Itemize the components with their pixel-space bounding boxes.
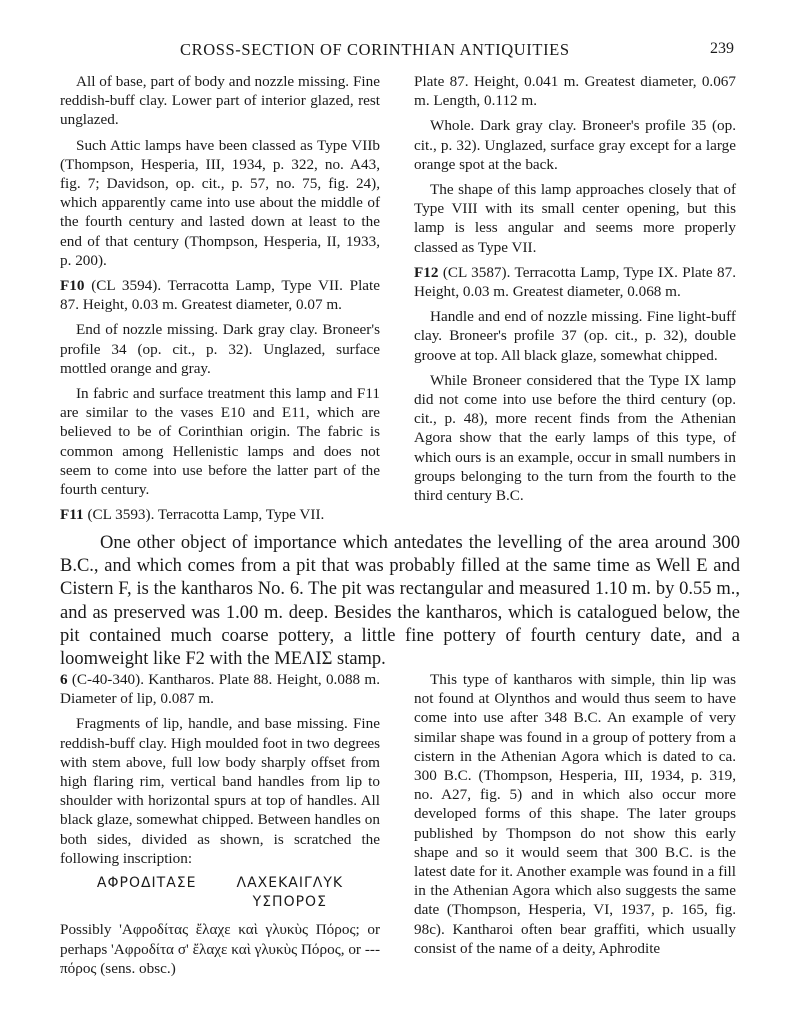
full-width-paragraph xyxy=(60,532,740,671)
inscription-part-a: ΑΦΡΟΔΙΤΑΣΕ xyxy=(96,875,197,892)
catalogue-entry-6 xyxy=(60,670,380,708)
paragraph: Such Attic lamps have been classed as Type VIIb (Thompson, Hesperia, III, 1934, p. 322, no. A43, fig. 7; Davidson, op. cit., p. 57, no. 75, fig. 24), which apparently came into use about the middle of the fourth century and lasted down at least to the end of that century (Thompson, Hesperia, II, 1933, p. 200). xyxy=(60,136,380,269)
catalogue-entry-f11 xyxy=(60,505,380,524)
paragraph: Plate 87. Height, 0.041 m. Greatest diameter, 0.067 m. Length, 0.112 m. xyxy=(414,73,736,110)
paragraph: Whole. Dark gray clay. Broneer's profile 35 (op. cit., p. 32). Unglazed, surface gray except for a large orange spot at the back. xyxy=(414,117,736,173)
inscription-part-b xyxy=(237,874,344,912)
running-header xyxy=(60,40,740,62)
paragraph: Handle and end of nozzle missing. Fine light-buff clay. Broneer's profile 37 (op. cit., p. 32), double groove at top. All black glaze, somewhat chipped. xyxy=(414,308,736,364)
paragraph: Possibly 'Αφροδίτας ἔλαχε καὶ γλυκὺς Πόρος; or perhaps 'Αφροδίτα σ' ἔλαχε καὶ γλυκὺς Πόρος, or --- πόρος (sens. obsc.) xyxy=(60,921,380,977)
entry-label: F12 xyxy=(414,263,439,281)
inscription-line: ΥΣΠΟΡΟΣ xyxy=(252,894,327,911)
inscription xyxy=(60,874,380,912)
paragraph: This type of kantharos with simple, thin lip was not found at Olynthos and would thus seem to have come into use after 348 B.C. An example of very similar shape was found in a group of pottery from a cistern in the Athenian Agora which is dated to ca. 300 B.C. (Thompson, Hesperia, III, 1934, p. 319, no. A27, fig. 5) and in which also occur more developed forms of this shape. The later groups published by Thompson do not show this early shape and so it would seem that 300 B.C. is the latest date for it. Another example was found in a fill in the Athenian Agora which also suggests the same date (Thompson, Hesperia, VI, 1937, p. 165, fig. 98c). Kantharoi often bear graffiti, which usually consist of the name of a deity, Aphrodite xyxy=(414,671,736,957)
page-number: 239 xyxy=(710,40,734,57)
paragraph: End of nozzle missing. Dark gray clay. Broneer's profile 34 (op. cit., p. 32). Unglazed, surface mottled orange and gray. xyxy=(60,321,380,377)
paragraph: All of base, part of body and nozzle missing. Fine reddish-buff clay. Lower part of interior glazed, rest unglazed. xyxy=(60,73,380,129)
entry-label: F11 xyxy=(60,506,84,524)
lower-right-column xyxy=(414,670,736,964)
paragraph: While Broneer considered that the Type IX lamp did not come into use before the third century (op. cit., p. 48), more recent finds from the Athenian Agora show that the early lamps of this type, of which ours is an example, occur in small numbers in groups belonging to the turn from the fourth to the third century B.C. xyxy=(414,371,736,505)
paragraph: Fragments of lip, handle, and base missing. Fine reddish-buff clay. High moulded foot in two degrees with stem above, full low body sharply offset from high flaring rim, vertical band handles from lip to shoulder with horizontal spurs at top of handles. All black glaze, somewhat chipped. Between handles on both sides, divided as shown, is scratched the following inscription: xyxy=(60,715,380,867)
entry-text: (CL 3593). Terracotta Lamp, Type VII. xyxy=(87,506,325,524)
running-title: CROSS-SECTION OF CORINTHIAN ANTIQUITIES xyxy=(180,40,570,59)
catalogue-entry-f10 xyxy=(60,276,380,314)
catalogue-entry-f12 xyxy=(414,263,736,301)
paragraph: The shape of this lamp approaches closely that of Type VIII with its small center opening, but this lamp is less angular and seems more properly classed as Type VII. xyxy=(414,181,736,256)
paragraph: In fabric and surface treatment this lamp and F11 are similar to the vases E10 and E11, which are believed to be of Corinthian origin. The fabric is common among Hellenistic lamps and does not seem to come into use before the latter part of the fourth century. xyxy=(60,385,380,499)
entry-text: (C-40-340). Kantharos. Plate 88. Height, 0.088 m. Diameter of lip, 0.087 m. xyxy=(60,671,381,708)
right-column xyxy=(414,72,736,511)
inscription-line: ΛΑΧΕΚΑΙΓΛΥΚ xyxy=(236,875,344,892)
entry-label: F10 xyxy=(60,277,85,295)
left-column xyxy=(60,72,380,530)
entry-text: (CL 3594). Terracotta Lamp, Type VII. Plate 87. Height, 0.03 m. Greatest diameter, 0.07 m. xyxy=(60,277,381,314)
lower-left-column xyxy=(60,670,380,984)
entry-label: 6 xyxy=(60,671,68,688)
entry-text: (CL 3587). Terracotta Lamp, Type IX. Plate 87. Height, 0.03 m. Greatest diameter, 0.068 m. xyxy=(414,263,737,301)
paragraph: One other object of importance which antedates the levelling of the area around 300 B.C., and which comes from a pit that was probably filled at the same time as Well E and Cistern F, is the kantharos No. 6. The pit was rectangular and measured 1.10 m. by 0.55 m., and as preserved was 1.00 m. deep. Besides the kantharos, which is catalogued below, the pit contained much coarse pottery, a little fine pottery of fourth century date, and a loomweight like F2 with the ΜΕΛΙΣ stamp. xyxy=(60,533,740,670)
